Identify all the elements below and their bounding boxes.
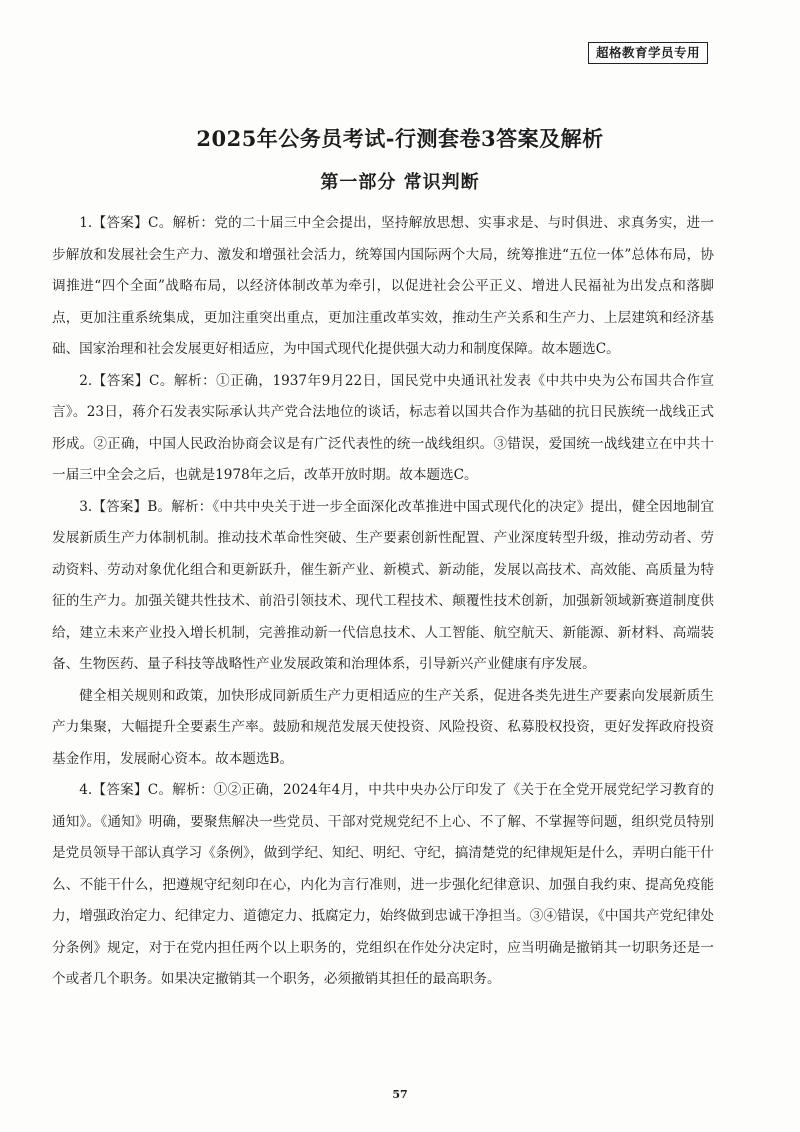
question-number: 3. [79,498,93,515]
answer-tag: 【答案】 [92,498,148,515]
answer-letter: C。 [148,215,173,231]
answer-tag: 【答案】 [92,782,148,798]
question-number: 2. [79,372,93,389]
answer-paragraph-3-continued [52,681,714,776]
question-number: 1. [79,215,93,231]
explanation-text: 解析：①②正确，2024年4月，中共中央办公厅印发了《关于在全党开展党纪学习教育的通知》。《通知》明确，要聚焦解决一些党员、干部对党规党纪不上心、不了解、不掌握等问题，组织党员特别是党员领导干部认真学习《条例》，做到学纪、知纪、明纪、守纪，搞清楚党的纪律规矩是什么，弄明白能干什么、不能干什么，把遵规守纪刻印在心，内化为言行准则，进一步强化纪律意识、加强自我约束、提高免疫能力，增强政治定力、纪律定力、道德定力、抵腐定力，始终做到忠诚干净担当。③④错误，《中国共产党纪律处分条例》规定，对于在党内担任两个以上职务的，党组织在作处分决定时，应当明确是撤销其一切职务还是一个或者几个职务。如果决定撤销其一个职务，必须撤销其担任的最高职务。 [52,782,715,987]
answer-letter: C。 [148,372,174,389]
page-number: 57 [392,1088,408,1101]
answer-paragraph-1 [52,208,714,366]
answer-letter: C。 [147,782,173,798]
section-title: 第一部分 常识判断 [320,172,480,193]
answer-tag: 【答案】 [92,372,149,389]
answer-paragraph-2 [52,366,714,492]
answer-tag: 【答案】 [92,215,149,231]
answer-paragraph-4 [52,775,714,996]
explanation-text: 解析：党的二十届三中全会提出，坚持解放思想、实事求是、与时俱进、求真务实，进一步解放和发展社会生产力、激发和增强社会活力，统筹国内国际两个大局，统筹推进“五位一体”总体布局，协调推进“四个全面”战略布局，以经济体制改革为牵引，以促进社会公平正义、增进人民福祉为出发点和落脚点，更加注重系统集成，更加注重突出重点，更加注重改革实效，推动生产关系和生产力、上层建筑和经济基础、国家治理和社会发展更好相适应，为中国式现代化提供强大动力和制度保障。故本题选C。 [52,215,715,357]
answer-content [52,208,714,996]
explanation-text: 解析：《中共中央关于进一步全面深化改革推进中国式现代化的决定》提出，健全因地制宜发展新质生产力体制机制。推动技术革命性突破、生产要素创新性配置、产业深度转型升级，推动劳动者、劳动资料、劳动对象优化组合和更新跃升，催生新产业、新模式、新动能，发展以高技术、高效能、高质量为特征的生产力。加强关键共性技术、前沿引领技术、现代工程技术、颠覆性技术创新，加强新领域新赛道制度供给，建立未来产业投入增长机制，完善推动新一代信息技术、人工智能、航空航天、新能源、新材料、高端装备、生物医药、量子科技等战略性产业发展政策和治理体系，引导新兴产业健康有序发展。 [52,498,715,672]
answer-letter: B。 [147,498,172,515]
header-badge: 超格教育学员专用 [588,42,708,64]
explanation-text: 健全相关规则和政策，加快形成同新质生产力更相适应的生产关系，促进各类先进生产要素向发展新质生产力集聚，大幅提升全要素生产率。鼓励和规范发展天使投资、风险投资、私募股权投资，更好发挥政府投资基金作用，发展耐心资本。故本题选B。 [52,687,714,767]
question-number: 4. [79,782,93,798]
explanation-text: 解析：①正确，1937年9月22日，国民党中央通讯社发表《中共中央为公布国共合作宣言》。23日，蒋介石发表实际承认共产党合法地位的谈话，标志着以国共合作为基础的抗日民族统一战线正式形成。②正确，中国人民政治协商会议是有广泛代表性的统一战线组织。③错误，爱国统一战线建立在中共十一届三中全会之后，也就是1978年之后，改革开放时期。故本题选C。 [52,372,715,483]
document-title: 2025年公务员考试-行测套卷3答案及解析 [196,126,604,151]
answer-paragraph-3 [52,492,714,681]
